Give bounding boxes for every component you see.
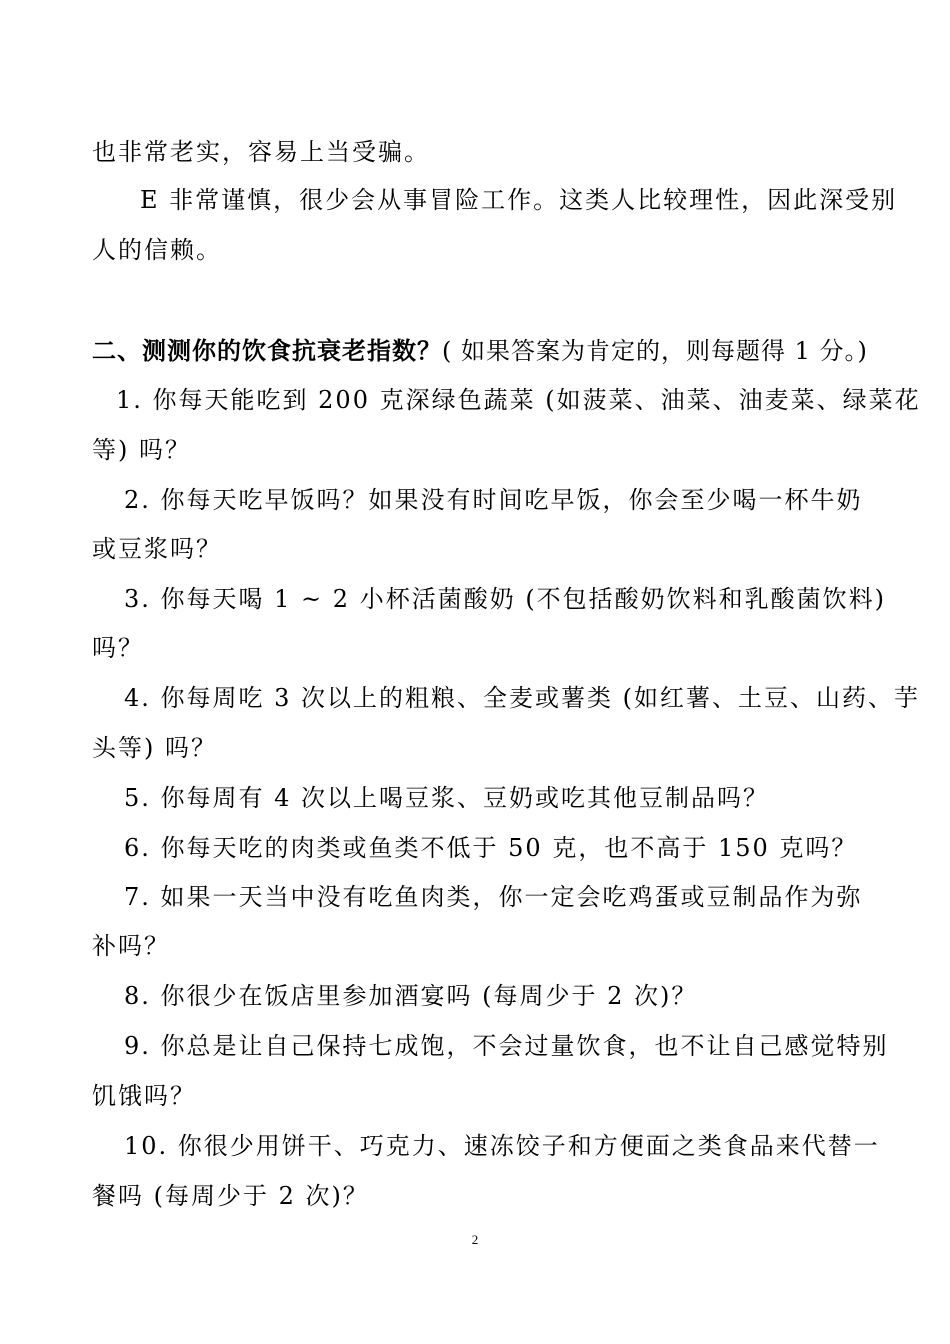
question-9-line-2: 饥饿吗？ — [92, 1082, 196, 1110]
section-title: 二、测测你的饮食抗衰老指数？ — [92, 336, 442, 365]
question-4-line-1: 4. 你每周吃 3 次以上的粗粮、全麦或薯类 (如红薯、土豆、山药、芋 — [124, 684, 921, 712]
intro-line-3: 人的信赖。 — [92, 236, 222, 264]
question-3-line-1: 3. 你每天喝 1 ~ 2 小杯活菌酸奶 (不包括酸奶饮料和乳酸菌饮料) — [124, 585, 887, 613]
question-10-line-2: 餐吗 (每周少于 2 次)？ — [92, 1182, 369, 1210]
question-4-line-2: 头等) 吗？ — [92, 734, 217, 762]
section-note: ( 如果答案为肯定的，则每题得 1 分。) — [442, 337, 868, 365]
section-heading — [92, 335, 872, 367]
question-10-line-1: 10. 你很少用饼干、巧克力、速冻饺子和方便面之类食品来代替一 — [124, 1132, 880, 1160]
question-6-line-1: 6. 你每天吃的肉类或鱼类不低于 50 克，也不高于 150 克吗？ — [124, 834, 858, 862]
intro-line-2: E 非常谨慎，很少会从事冒险工作。这类人比较理性，因此深受别 — [140, 186, 898, 214]
question-3-line-2: 吗？ — [92, 634, 144, 662]
question-1-line-2: 等) 吗？ — [92, 436, 191, 464]
intro-line-1: 也非常老实，容易上当受骗。 — [92, 138, 430, 166]
question-9-line-1: 9. 你总是让自己保持七成饱，不会过量饮食，也不让自己感觉特别 — [124, 1032, 889, 1060]
question-1-line-1: 1. 你每天能吃到 200 克深绿色蔬菜 (如菠菜、油菜、油麦菜、绿菜花 — [116, 386, 921, 414]
question-8-line-1: 8. 你很少在饭店里参加酒宴吗 (每周少于 2 次)？ — [124, 982, 698, 1010]
question-5-line-1: 5. 你每周有 4 次以上喝豆浆、豆奶或吃其他豆制品吗？ — [124, 784, 770, 812]
page-number: 2 — [471, 1232, 479, 1247]
question-2-line-2: 或豆浆吗？ — [92, 535, 222, 563]
question-2-line-1: 2. 你每天吃早饭吗？如果没有时间吃早饭，你会至少喝一杯牛奶 — [124, 486, 863, 514]
question-7-line-1: 7. 如果一天当中没有吃鱼肉类，你一定会吃鸡蛋或豆制品作为弥 — [124, 883, 863, 911]
question-7-line-2: 补吗？ — [92, 932, 170, 960]
